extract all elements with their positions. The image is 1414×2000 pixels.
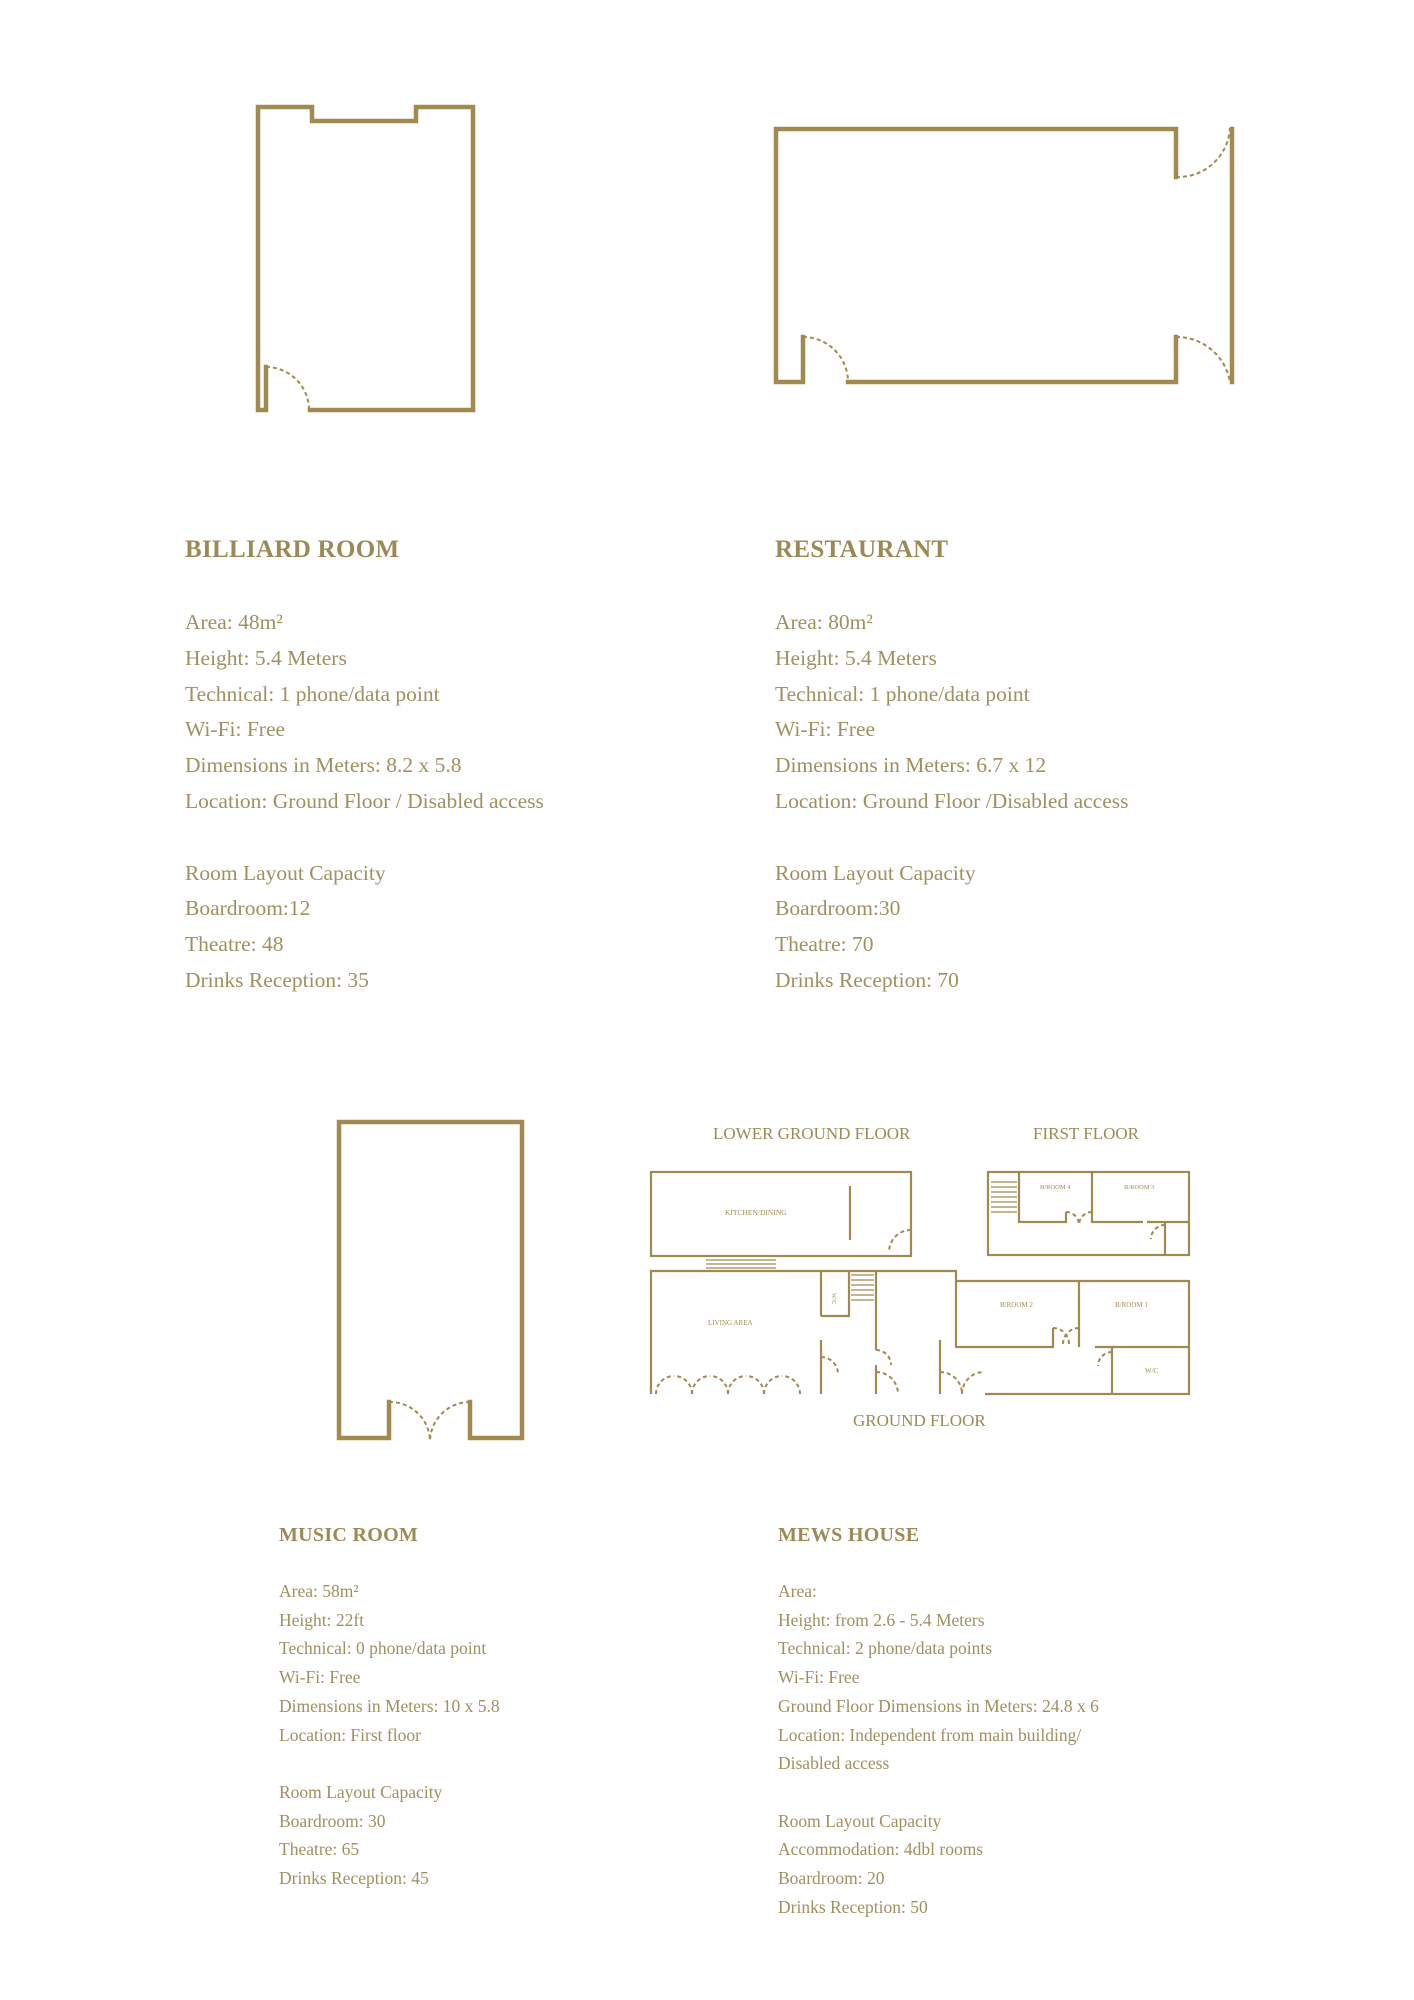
mews-capacity-heading: Room Layout Capacity [778,1810,942,1831]
billiard-dimensions: Dimensions in Meters: 8.2 x 5.8 [185,753,462,778]
lower-ground-outline [651,1172,911,1256]
billiard-height: Height: 5.4 Meters [185,645,347,670]
mews-house-spec-list [778,1577,1099,1921]
restaurant-walls-main [776,129,1176,382]
restaurant-height: Height: 5.4 Meters [775,645,937,670]
billiard-boardroom: Boardroom:12 [185,896,311,921]
billiard-area: Area: 48m² [185,610,283,634]
billiard-capacity-heading: Room Layout Capacity [185,860,386,885]
first-floor-door-3 [1151,1225,1165,1239]
music-theatre: Theatre: 65 [279,1839,360,1860]
first-floor-partition [1019,1172,1066,1222]
wc-label: W/C [1145,1367,1159,1375]
ground-floor-wall-b2 [956,1281,1053,1347]
mews-area: Area: [778,1581,817,1601]
billiard-room-spec-list [185,605,544,999]
mews-boardroom: Boardroom: 20 [778,1868,885,1889]
billiard-drinks: Drinks Reception: 35 [185,967,369,992]
bedroom-2-label: B/ROOM 2 [1000,1301,1033,1309]
lower-ground-floor-label-line-2: FLOOR [854,1124,911,1143]
mews-house-title: MEWS HOUSE [778,1524,920,1546]
restaurant-technical: Technical: 1 phone/data point [775,681,1030,706]
ground-floor-outline [651,1271,1189,1394]
restaurant-door-top-right [1176,128,1230,177]
music-boardroom: Boardroom: 30 [279,1810,386,1831]
bedroom-3-label: B/ROOM 3 [1124,1184,1155,1191]
restaurant-dimensions: Dimensions in Meters: 6.7 x 12 [775,753,1047,778]
restaurant-area: Area: 80m² [775,610,873,634]
billiard-location: Location: Ground Floor / Disabled access [185,788,544,813]
billiard-wifi: Wi-Fi: Free [185,717,286,742]
billiard-room-title: BILLIARD ROOM [185,536,400,563]
mews-location-cont: Disabled access [778,1753,890,1774]
mews-location: Location: Independent from main building/ [778,1724,1082,1745]
first-floor-partition-2 [1092,1212,1143,1222]
first-floor-outline [988,1172,1189,1255]
music-location: Location: First floor [279,1724,421,1745]
restaurant-location: Location: Ground Floor /Disabled access [775,788,1129,813]
mews-accommodation: Accommodation: 4dbl rooms [778,1839,984,1860]
restaurant-theatre: Theatre: 70 [775,932,874,957]
billiard-technical: Technical: 1 phone/data point [185,681,440,706]
bedroom-4-label: B/ROOM 4 [1040,1184,1071,1191]
music-room-title: MUSIC ROOM [279,1524,419,1546]
ground-floor-wall-wc [821,1271,849,1316]
music-room-door-left [389,1402,430,1440]
music-technical: Technical: 0 phone/data point [279,1638,487,1659]
restaurant-details [775,536,1128,999]
mews-dimensions: Ground Floor Dimensions in Meters: 24.8 x 6 [778,1695,1099,1716]
first-floor-door-1 [1066,1212,1079,1225]
music-room-spec-list [279,1577,500,1893]
lower-ground-door [889,1230,911,1252]
restaurant-drinks: Drinks Reception: 70 [775,967,959,992]
restaurant-title: RESTAURANT [775,536,949,563]
mews-height: Height: from 2.6 - 5.4 Meters [778,1609,985,1630]
lower-ground-floor-label-line-1: LOWER GROUND [713,1124,851,1143]
restaurant-walls-bottom [848,337,1176,382]
bedroom-1-label: B/ROOM 1 [1115,1301,1148,1309]
ground-floor-label: GROUND FLOOR [853,1411,986,1430]
restaurant-capacity-heading: Room Layout Capacity [775,860,976,885]
kitchen-dining-label: KITCHEN/DINING [725,1208,787,1217]
mews-house-details [778,1524,1099,1921]
ground-floor-folding-doors [656,1328,1112,1394]
music-capacity-heading: Room Layout Capacity [279,1781,443,1802]
music-room-details [279,1524,500,1893]
music-area: Area: 58m² [279,1581,359,1601]
music-dimensions: Dimensions in Meters: 10 x 5.8 [279,1695,500,1716]
stairs-first-floor [991,1182,1017,1212]
restaurant-wifi: Wi-Fi: Free [775,717,876,742]
music-drinks: Drinks Reception: 45 [279,1868,429,1889]
restaurant-door-bottom-right [1176,337,1230,382]
restaurant-door-bottom-left [803,337,848,382]
mews-wifi: Wi-Fi: Free [778,1667,860,1688]
music-wifi: Wi-Fi: Free [279,1667,361,1688]
mews-technical: Technical: 2 phone/data points [778,1638,993,1659]
lower-ground-floor-label [713,1124,910,1143]
music-room-door-right [430,1402,470,1440]
billiard-theatre: Theatre: 48 [185,932,284,957]
restaurant-spec-list [775,605,1128,999]
billiard-room-door-swing [266,367,309,410]
first-floor-door-2 [1079,1212,1092,1225]
music-height: Height: 22ft [279,1609,365,1630]
stairs-lower [706,1256,776,1268]
wc-small-label: W/C [830,1293,836,1305]
restaurant-boardroom: Boardroom:30 [775,896,901,921]
billiard-room-details [185,536,544,999]
first-floor-label: FIRST FLOOR [1033,1124,1139,1143]
mews-drinks: Drinks Reception: 50 [778,1896,928,1917]
billiard-room-walls [258,107,473,410]
living-area-label: LIVING AREA [708,1319,753,1327]
stairs-ground-floor [851,1275,874,1300]
music-room-walls [339,1122,522,1438]
